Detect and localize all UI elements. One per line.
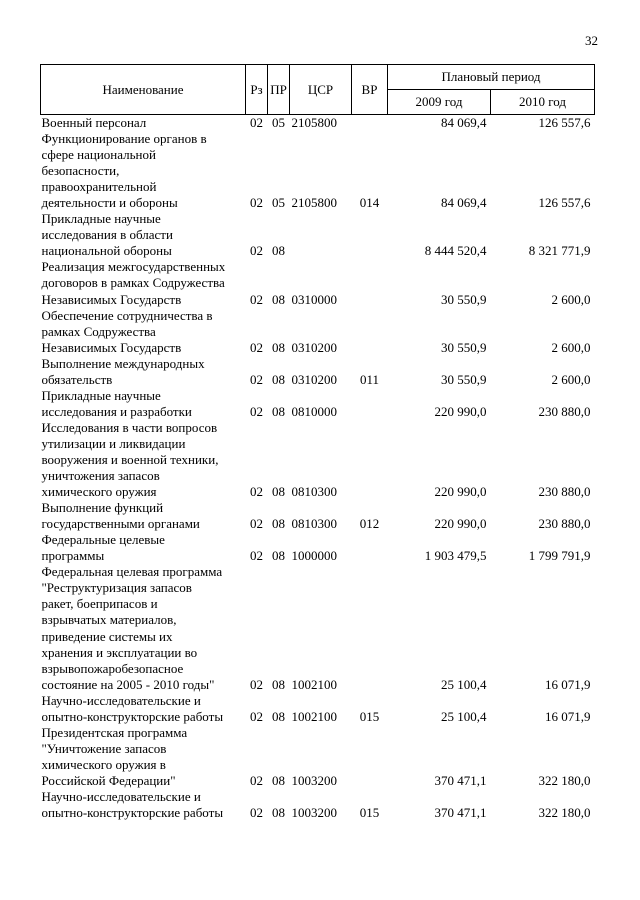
header-name: Наименование: [41, 65, 246, 115]
header-pr: ПР: [268, 65, 290, 115]
row-pr: 05: [272, 115, 285, 130]
row-csr: 1003200: [291, 772, 337, 788]
row-vr: [352, 259, 388, 307]
row-vr: 015: [359, 805, 380, 821]
header-plan-period: Плановый период: [388, 65, 595, 90]
table-row: [41, 308, 595, 356]
row-2009-amount: 30 550,9: [441, 339, 487, 355]
row-vr: [352, 115, 388, 132]
row-2010-amount: 322 180,0: [538, 805, 591, 821]
row-name-line: "Уничтожение запасов: [41, 740, 167, 756]
table-row: [41, 500, 595, 532]
row-rz: 02: [250, 484, 263, 500]
row-pr: 08: [272, 805, 285, 821]
row-csr: 2105800: [291, 195, 337, 211]
row-rz: 02: [250, 403, 263, 419]
table-row: [41, 211, 595, 259]
row-name-line: договоров в рамках Содружества: [41, 275, 225, 291]
row-name: [41, 789, 246, 821]
row-csr: 0810300: [291, 516, 337, 532]
row-name-line: обязательств: [41, 371, 113, 387]
table-row: [41, 532, 595, 564]
row-2009-amount: 25 100,4: [441, 676, 487, 692]
row-name: [41, 211, 246, 259]
row-rz: 02: [250, 548, 263, 564]
row-2009-amount: 30 550,9: [441, 371, 487, 387]
row-rz: 02: [250, 195, 263, 211]
table-row: [41, 789, 595, 821]
row-pr: 08: [272, 516, 285, 532]
row-name-line: Обеспечение сотрудничества в: [41, 307, 213, 323]
row-2009-amount: 1 903 479,5: [424, 548, 487, 564]
row-pr: 08: [272, 371, 285, 387]
header-year-2009: 2009 год: [388, 90, 491, 115]
row-2010-amount: 322 180,0: [538, 772, 591, 788]
row-csr: 1000000: [291, 548, 337, 564]
row-name: [41, 693, 246, 725]
row-2010-amount: 8 321 771,9: [528, 243, 591, 259]
row-csr: 0310000: [291, 291, 337, 307]
row-rz: 02: [250, 371, 263, 387]
table-row: [41, 725, 595, 789]
row-csr: 1002100: [291, 708, 337, 724]
row-vr: [352, 420, 388, 500]
row-name: [41, 115, 246, 132]
table-row: [41, 259, 595, 307]
row-name-line: Научно-исследовательские и: [41, 788, 201, 804]
row-vr: [352, 211, 388, 259]
row-name-line: ракет, боеприпасов и: [41, 596, 158, 612]
row-2010-amount: 16 071,9: [545, 676, 591, 692]
row-pr: 05: [272, 195, 285, 211]
row-name-line: вооружения и военной техники,: [41, 451, 219, 467]
row-2009-amount: 220 990,0: [434, 484, 487, 500]
row-2010-amount: 2 600,0: [551, 339, 591, 355]
row-name: [41, 308, 246, 356]
row-name-line: хранения и эксплуатации во: [41, 644, 198, 660]
row-name-line: опытно-конструкторские работы: [41, 708, 224, 724]
row-name-line: Прикладные научные: [41, 211, 161, 227]
row-2010-amount: 2 600,0: [551, 371, 591, 387]
row-name: [41, 259, 246, 307]
table-header: [41, 65, 595, 115]
row-name-line: взрывопожаробезопасное: [41, 660, 184, 676]
row-name-line: безопасности,: [41, 163, 120, 179]
row-rz: 02: [250, 772, 263, 788]
row-pr: 08: [272, 291, 285, 307]
table-body: [41, 115, 595, 822]
row-name-line: Президентская программа: [41, 724, 188, 740]
row-2009-amount: 30 550,9: [441, 291, 487, 307]
row-pr: 08: [272, 403, 285, 419]
header-rz: Рз: [246, 65, 268, 115]
row-name-line: Военный персонал: [41, 115, 147, 130]
row-name-line: исследования в области: [41, 227, 173, 243]
row-vr: [352, 388, 388, 420]
row-name-line: Российской Федерации": [41, 772, 176, 788]
row-name-line: опытно-конструкторские работы: [41, 805, 224, 821]
row-csr: 0310200: [291, 371, 337, 387]
row-rz: 02: [250, 516, 263, 532]
table-row: [41, 131, 595, 211]
row-name: [41, 725, 246, 789]
row-2010-amount: 126 557,6: [538, 115, 591, 130]
row-name-line: Федеральная целевая программа: [41, 564, 223, 580]
row-name-line: Выполнение международных: [41, 355, 205, 371]
row-name: [41, 420, 246, 500]
row-2010-amount: 230 880,0: [538, 516, 591, 532]
row-name: [41, 564, 246, 692]
row-name: [41, 131, 246, 211]
row-csr: 0810000: [291, 403, 337, 419]
row-name-line: правоохранительной: [41, 179, 157, 195]
row-csr: 2105800: [291, 115, 337, 130]
table-row: [41, 388, 595, 420]
row-name-line: Прикладные научные: [41, 387, 161, 403]
row-name-line: сфере национальной: [41, 147, 156, 163]
header-year-2010: 2010 год: [491, 90, 595, 115]
row-pr: 08: [272, 708, 285, 724]
row-name: [41, 500, 246, 532]
row-name-line: Федеральные целевые: [41, 532, 165, 548]
row-pr: 08: [272, 243, 285, 259]
row-2010-amount: 230 880,0: [538, 403, 591, 419]
row-name-line: исследования и разработки: [41, 403, 192, 419]
row-name-line: Реализация межгосударственных: [41, 259, 226, 275]
row-name-line: рамках Содружества: [41, 323, 156, 339]
row-2009-amount: 84 069,4: [441, 115, 487, 130]
row-name: [41, 356, 246, 388]
table-row: [41, 420, 595, 500]
header-vr: ВР: [352, 65, 388, 115]
row-name-line: Выполнение функций: [41, 500, 164, 516]
row-rz: 02: [250, 708, 263, 724]
table-row: [41, 693, 595, 725]
row-2010-amount: 1 799 791,9: [528, 548, 591, 564]
row-rz: 02: [250, 676, 263, 692]
row-rz: 02: [250, 291, 263, 307]
row-2009-amount: 84 069,4: [441, 195, 487, 211]
table-row: [41, 115, 595, 132]
row-2009-amount: 25 100,4: [441, 708, 487, 724]
row-2010-amount: 16 071,9: [545, 708, 591, 724]
row-name-line: уничтожения запасов: [41, 468, 160, 484]
row-csr: 1002100: [291, 676, 337, 692]
row-pr: 08: [272, 484, 285, 500]
row-2010-amount: 230 880,0: [538, 484, 591, 500]
row-csr: 0310200: [291, 339, 337, 355]
row-vr: [352, 308, 388, 356]
row-2009-amount: 220 990,0: [434, 403, 487, 419]
row-vr: 011: [359, 371, 380, 387]
row-pr: 08: [272, 676, 285, 692]
row-name-line: состояние на 2005 - 2010 годы": [41, 676, 215, 692]
row-csr: [290, 211, 352, 259]
row-name-line: Научно-исследовательские и: [41, 692, 201, 708]
row-name-line: деятельности и обороны: [41, 195, 178, 211]
row-2009-amount: 370 471,1: [434, 772, 487, 788]
row-vr: 012: [359, 516, 380, 532]
row-vr: [352, 725, 388, 789]
row-name-line: Исследования в части вопросов: [41, 419, 218, 435]
row-2009-amount: 370 471,1: [434, 805, 487, 821]
row-name-line: Функционирование органов в: [41, 131, 207, 147]
row-name-line: государственными органами: [41, 516, 200, 532]
row-name-line: химического оружия: [41, 484, 157, 500]
row-pr: 08: [272, 548, 285, 564]
page-number: 32: [585, 33, 598, 48]
row-name-line: программы: [41, 548, 105, 564]
budget-table: [40, 64, 595, 821]
row-pr: 08: [272, 772, 285, 788]
row-name-line: Независимых Государств: [41, 291, 182, 307]
row-name: [41, 388, 246, 420]
row-2009-amount: 220 990,0: [434, 516, 487, 532]
table-row: [41, 564, 595, 692]
row-pr: 08: [272, 339, 285, 355]
row-vr: 015: [359, 708, 380, 724]
row-vr: [352, 564, 388, 692]
row-rz: 02: [250, 339, 263, 355]
row-name-line: приведение системы их: [41, 628, 173, 644]
row-name-line: взрывчатых материалов,: [41, 612, 177, 628]
table-row: [41, 356, 595, 388]
row-2010-amount: 126 557,6: [538, 195, 591, 211]
row-2010-amount: 2 600,0: [551, 291, 591, 307]
row-name-line: национальной обороны: [41, 243, 172, 259]
row-name: [41, 532, 246, 564]
row-2009-amount: 8 444 520,4: [424, 243, 487, 259]
row-vr: [352, 532, 388, 564]
row-name-line: утилизации и ликвидации: [41, 435, 186, 451]
row-rz: 02: [250, 115, 263, 130]
row-csr: 1003200: [291, 805, 337, 821]
row-csr: 0810300: [291, 484, 337, 500]
row-name-line: "Реструктуризация запасов: [41, 580, 192, 596]
row-name-line: Независимых Государств: [41, 339, 182, 355]
row-rz: 02: [250, 805, 263, 821]
row-name-line: химического оружия в: [41, 756, 166, 772]
row-rz: 02: [250, 243, 263, 259]
header-csr: ЦСР: [290, 65, 352, 115]
row-vr: 014: [359, 195, 380, 211]
